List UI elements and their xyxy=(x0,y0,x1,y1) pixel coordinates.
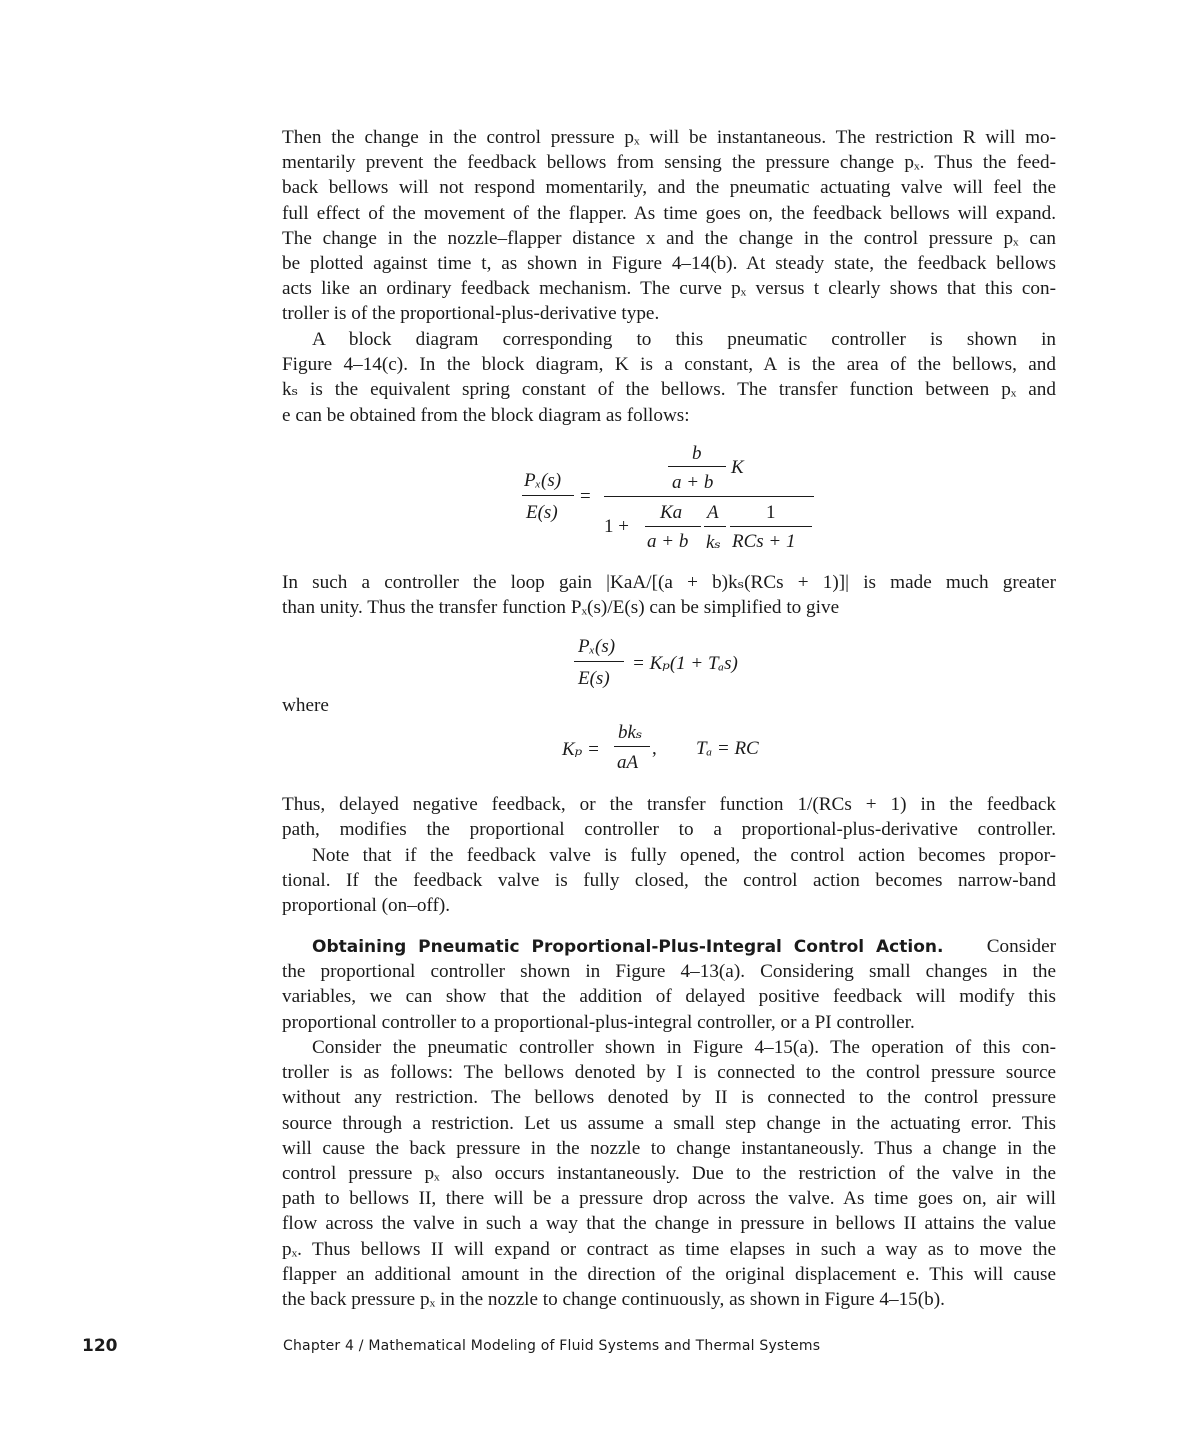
eq2-denominator: E(s) xyxy=(578,668,610,689)
text-line: A block diagram corresponding to this pneumatic controller is shown in xyxy=(312,329,1056,350)
text-line: pₓ. Thus bellows II will expand or contract as time elapses in such a way as to move the xyxy=(282,1238,1056,1260)
eq2-rhs: = Kₚ(1 + Tₐs) xyxy=(632,653,738,674)
page-number: 120 xyxy=(82,1336,118,1356)
eq3-fraction-bar xyxy=(614,746,650,747)
section-paragraph xyxy=(282,934,1056,1035)
text-line: In such a controller the loop gain |KaA/[(a + b)kₛ(RCs + 1)]| is made much greater xyxy=(282,572,1056,593)
eq1-f3-bar xyxy=(730,526,812,527)
eq3-comma: , xyxy=(652,738,657,759)
text-line: be plotted against time t, as shown in Figure 4–14(b). At steady state, the feedback bellows xyxy=(282,252,1056,274)
text-line: mentarily prevent the feedback bellows from sensing the pressure change pₓ. Thus the feed- xyxy=(282,152,1056,174)
eq1-top-denominator: a + b xyxy=(672,472,714,493)
running-footer: Chapter 4 / Mathematical Modeling of Fluid Systems and Thermal Systems xyxy=(283,1338,821,1354)
text-line: the back pressure pₓ in the nozzle to change continuously, as shown in Figure 4–15(b). xyxy=(282,1288,945,1310)
text-line: The change in the nozzle–flapper distance x and the change in the control pressure pₓ can xyxy=(282,227,1056,249)
text-line: proportional (on–off). xyxy=(282,895,451,917)
eq3-denominator: aA xyxy=(617,752,639,773)
eq1-f2-bar xyxy=(704,526,726,527)
eq3-numerator: bkₛ xyxy=(618,722,643,743)
eq1-equals: = xyxy=(580,486,591,507)
eq1-f2-denominator: kₛ xyxy=(706,532,721,553)
text-line xyxy=(282,934,1056,959)
text-line: troller is as follows: The bellows denoted by I is connected to the control pressure source xyxy=(282,1062,1056,1084)
where-label: where xyxy=(282,695,329,716)
section-heading: Obtaining Pneumatic Proportional-Plus-Integral Control Action. xyxy=(312,937,944,957)
section-first-words: Consider xyxy=(986,936,1056,957)
eq1-f2-numerator: A xyxy=(707,502,719,523)
text-line: tional. If the feedback valve is fully closed, the control action becomes narrow-band xyxy=(282,870,1056,892)
text-line: Note that if the feedback valve is fully opened, the control action becomes propor- xyxy=(312,845,1056,866)
text-line: without any restriction. The bellows denoted by II is connected to the control pressure xyxy=(282,1087,1056,1109)
eq1-lhs-fraction-bar xyxy=(522,495,574,496)
paragraph-5 xyxy=(282,843,1056,919)
text-line: variables, we can show that the addition of delayed positive feedback will modify this xyxy=(282,986,1056,1008)
eq1-main-fraction-bar xyxy=(604,496,814,497)
eq1-f3-numerator: 1 xyxy=(766,502,776,523)
text-line: proportional controller to a proportional-plus-integral controller, or a PI controller. xyxy=(282,1011,915,1033)
eq1-f1-numerator: Ka xyxy=(660,502,683,523)
text-line: full effect of the movement of the flapper. As time goes on, the feedback bellows will expand. xyxy=(282,202,1056,224)
text-line: Thus, delayed negative feedback, or the transfer function 1/(RCs + 1) in the feedback xyxy=(282,794,1056,815)
eq1-top-fraction-bar xyxy=(668,466,726,467)
eq1-lhs-denominator: E(s) xyxy=(526,502,558,523)
text-line: will cause the back pressure in the nozzle to change instantaneously. Thus a change in the xyxy=(282,1137,1056,1159)
text-line: troller is of the proportional-plus-derivative type. xyxy=(282,303,660,325)
eq2-numerator: Pₓ(s) xyxy=(578,636,616,657)
text-line: Then the change in the control pressure pₓ will be instantaneous. The restriction R will mo- xyxy=(282,127,1056,148)
eq1-f1-denominator: a + b xyxy=(647,531,689,552)
text-line: flapper an additional amount in the direction of the original displacement e. This will cause xyxy=(282,1263,1056,1285)
text-line: Consider the pneumatic controller shown in Figure 4–15(a). The operation of this con- xyxy=(312,1037,1056,1058)
paragraph-6 xyxy=(282,1035,1056,1312)
eq3-td: Tₐ = RC xyxy=(696,738,759,759)
paragraph-4 xyxy=(282,792,1056,842)
eq2-fraction-bar xyxy=(574,661,624,662)
text-line: Figure 4–14(c). In the block diagram, K is a constant, A is the area of the bellows, and xyxy=(282,354,1056,376)
eq3-kp: Kₚ = xyxy=(562,739,600,760)
eq1-f3-denominator: RCs + 1 xyxy=(732,531,796,552)
text-line: path, modifies the proportional controller to a proportional-plus-derivative controller. xyxy=(282,819,1056,841)
eq1-top-k: K xyxy=(731,457,744,478)
eq1-one-plus: 1 + xyxy=(604,516,629,537)
text-line: control pressure pₓ also occurs instantaneously. Due to the restriction of the valve in the xyxy=(282,1162,1056,1184)
text-line: acts like an ordinary feedback mechanism. The curve pₓ versus t clearly shows that this con- xyxy=(282,278,1056,300)
paragraph-3 xyxy=(282,570,1056,620)
eq1-top-numerator: b xyxy=(692,443,702,464)
text-line: back bellows will not respond momentarily, and the pneumatic actuating valve will feel the xyxy=(282,177,1056,199)
eq1-lhs-numerator: Pₓ(s) xyxy=(524,470,562,491)
eq1-f1-bar xyxy=(645,526,701,527)
text-line: kₛ is the equivalent spring constant of the bellows. The transfer function between pₓ and xyxy=(282,379,1056,401)
paragraph-1 xyxy=(282,125,1056,327)
text-line: e can be obtained from the block diagram as follows: xyxy=(282,404,690,426)
text-line: flow across the valve in such a way that the change in pressure in bellows II attains the value xyxy=(282,1213,1056,1235)
text-line: source through a restriction. Let us assume a small step change in the actuating error. This xyxy=(282,1112,1056,1134)
text-line: than unity. Thus the transfer function Pₓ(s)/E(s) can be simplified to give xyxy=(282,597,840,619)
text-line: path to bellows II, there will be a pressure drop across the valve. As time goes on, air will xyxy=(282,1188,1056,1210)
text-line: the proportional controller shown in Figure 4–13(a). Considering small changes in the xyxy=(282,961,1056,983)
paragraph-2 xyxy=(282,327,1056,428)
